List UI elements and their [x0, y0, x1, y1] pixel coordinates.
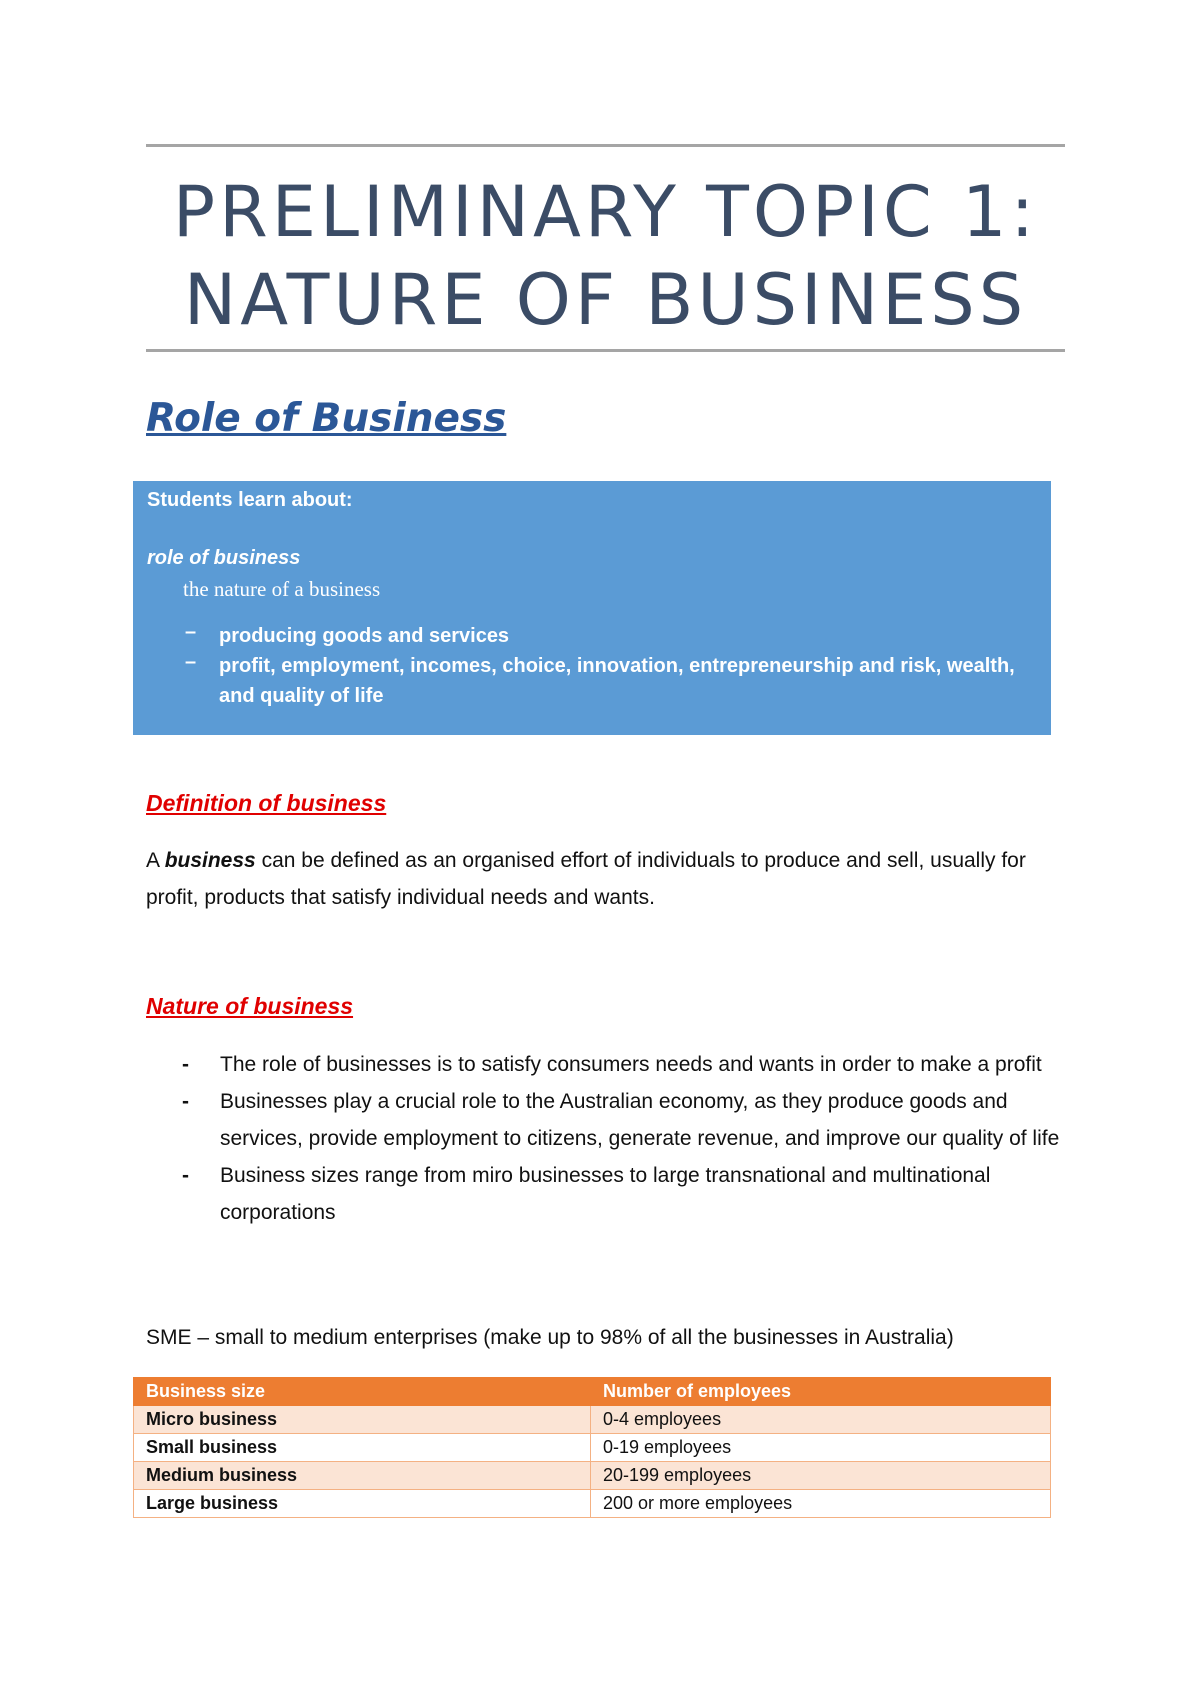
cell-employees: 0-4 employees	[591, 1406, 1051, 1434]
nature-bullet-2: Businesses play a crucial role to the Australian economy, as they produce goods and services, provide employment to citizens, generate revenue, and improve our quality of life	[220, 1090, 1060, 1150]
learn-box-nature-line: the nature of a business	[183, 577, 381, 601]
table-header-row	[134, 1378, 1051, 1406]
definition-paragraph	[146, 842, 1066, 916]
definition-prefix: A	[146, 849, 165, 872]
table-row	[134, 1490, 1051, 1518]
page-title	[146, 168, 1065, 344]
header-business-size: Business size	[134, 1378, 591, 1406]
bottom-rule	[146, 349, 1065, 352]
learn-bullet-marker: –	[185, 651, 197, 673]
list-item	[146, 1046, 1076, 1083]
definition-heading: Definition of business	[146, 790, 387, 816]
dash-marker: -	[182, 1090, 189, 1113]
nature-heading: Nature of business	[146, 993, 354, 1019]
table-row	[134, 1406, 1051, 1434]
section-heading: Role of Business	[146, 396, 507, 441]
definition-term: business	[164, 849, 256, 872]
nature-list	[146, 1046, 1076, 1231]
dash-marker: -	[182, 1053, 189, 1076]
learn-box-subheading: role of business	[147, 547, 301, 569]
learn-bullet-marker: –	[185, 621, 197, 643]
cell-size: Large business	[134, 1490, 591, 1518]
learn-bullet-2: profit, employment, incomes, choice, innovation, entrepreneurship and risk, wealth, and quality of life	[219, 655, 1015, 707]
cell-employees: 200 or more employees	[591, 1490, 1051, 1518]
top-rule	[146, 144, 1065, 147]
list-item	[146, 1083, 1076, 1157]
table-row	[134, 1462, 1051, 1490]
nature-bullet-3: Business sizes range from miro businesses to large transnational and multinational corporations	[220, 1164, 991, 1224]
cell-employees: 0-19 employees	[591, 1434, 1051, 1462]
cell-employees: 20-199 employees	[591, 1462, 1051, 1490]
cell-size: Small business	[134, 1434, 591, 1462]
business-size-table	[133, 1377, 1051, 1518]
title-line-1: PRELIMINARY TOPIC 1:	[172, 171, 1039, 253]
list-item	[146, 1157, 1076, 1231]
header-number-of-employees: Number of employees	[591, 1378, 1051, 1406]
table-row	[134, 1434, 1051, 1462]
definition-suffix: can be defined as an organised effort of individuals to produce and sell, usually for profit, products that satisfy individual needs and wants.	[146, 849, 1026, 909]
students-learn-box	[133, 481, 1051, 735]
sme-line: SME – small to medium enterprises (make up to 98% of all the businesses in Australia)	[146, 1326, 954, 1349]
learn-box-heading: Students learn about:	[147, 489, 353, 511]
cell-size: Medium business	[134, 1462, 591, 1490]
nature-bullet-1: The role of businesses is to satisfy consumers needs and wants in order to make a profit	[220, 1053, 1042, 1076]
dash-marker: -	[182, 1164, 189, 1187]
cell-size: Micro business	[134, 1406, 591, 1434]
title-line-2: NATURE OF BUSINESS	[183, 259, 1028, 341]
learn-bullet-1: producing goods and services	[219, 625, 510, 647]
